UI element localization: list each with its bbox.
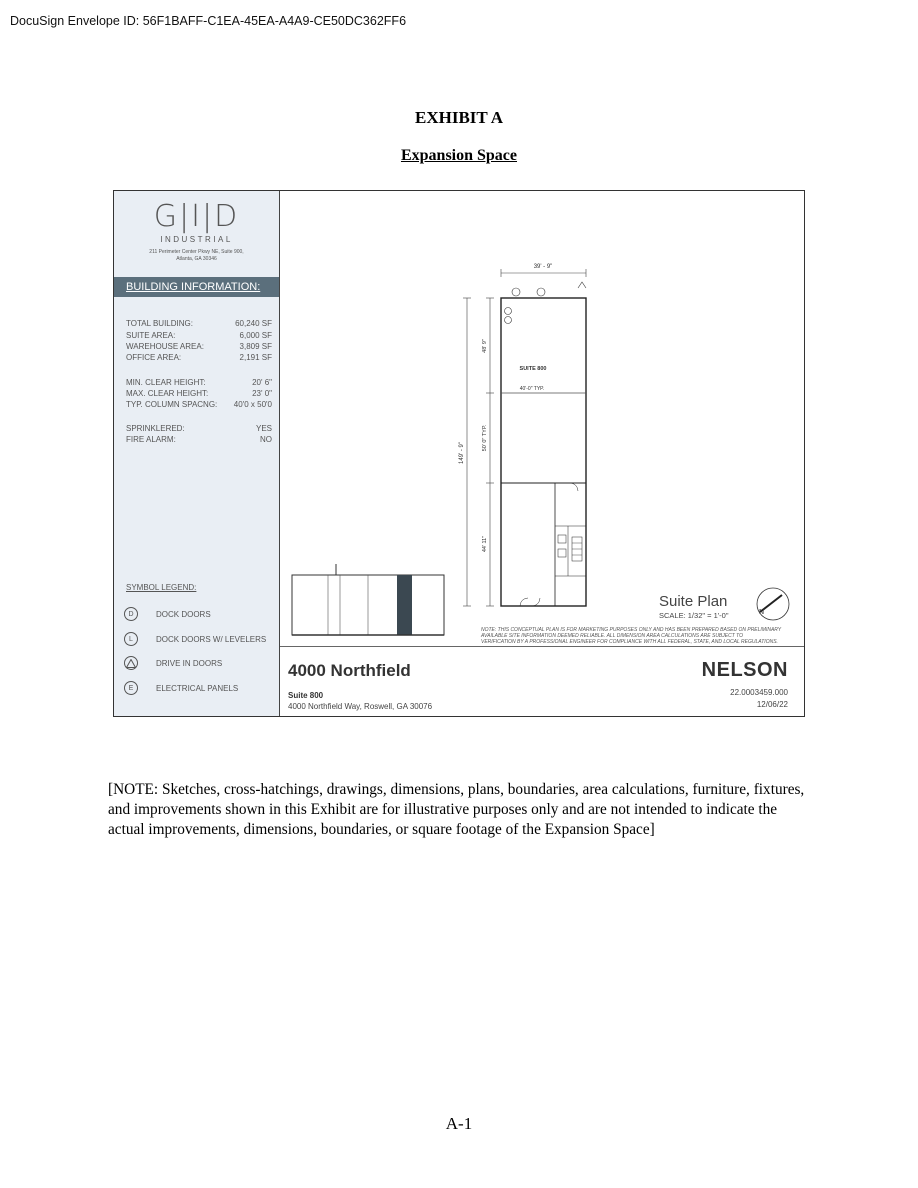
docusign-envelope-id: DocuSign Envelope ID: 56F1BAFF-C1EA-45EA-A4A9-CE50DC362FF6 (10, 14, 407, 28)
info-row (126, 378, 272, 387)
info-label: WAREHOUSE AREA: (126, 342, 204, 351)
info-row (126, 400, 272, 409)
dock-door-symbol (537, 288, 545, 296)
suite-floor-plan (280, 191, 804, 646)
exhibit-note: [NOTE: Sketches, cross-hatchings, drawings, dimensions, plans, boundaries, area calculations, furniture, fixtures, and improvements shown in this Exhibit are for illustrative purposes only and are not intended to indicate the actual improvements, dimensions, boundaries, or square footage of the Expansion Space] (108, 781, 805, 838)
plan-date: 12/06/22 (756, 700, 788, 709)
info-row (126, 319, 272, 328)
legend-item (124, 681, 238, 695)
disclaimer-line: NOTE: THIS CONCEPTUAL PLAN IS FOR MARKETING PURPOSES ONLY AND HAS BEEN PREPARED BASED ON PRELIMINARY (481, 627, 782, 633)
logo-subtitle: INDUSTRIAL (160, 235, 233, 244)
legend-item (124, 632, 266, 646)
address-line-1: 211 Perimeter Center Pkwy NE, Suite 900, (149, 249, 244, 255)
info-row (126, 424, 272, 433)
dim-seg3-label: 44' 11" (482, 535, 488, 553)
property-name: 4000 Northfield (288, 661, 411, 680)
legend-label: DOCK DOORS (156, 609, 211, 619)
legend-label: DOCK DOORS W/ LEVELERS (156, 634, 267, 644)
legend-label: ELECTRICAL PANELS (156, 683, 239, 693)
suite-name: Suite 800 (288, 691, 324, 700)
info-value: YES (255, 424, 272, 433)
dim-seg1-label: 48' 9" (482, 339, 488, 353)
info-label: OFFICE AREA: (126, 353, 182, 362)
info-label: FIRE ALARM: (126, 435, 176, 444)
info-row (126, 353, 272, 362)
suite-label: SUITE 800 (519, 366, 547, 372)
dock-door-symbol-icon: D (124, 607, 138, 621)
north-label: N (759, 609, 765, 616)
symbol-legend-heading: SYMBOL LEGEND: (126, 583, 197, 592)
info-value: 60,240 SF (235, 319, 272, 328)
disclaimer-line: VERIFICATION BY A PROFESSIONAL ENGINEER FOR COMPLIANCE WITH ALL FEDERAL, STATE, AND LOCAL REGULATIONS. (481, 639, 778, 645)
building-info-heading: BUILDING INFORMATION: (114, 277, 279, 297)
disclaimer-line: AVAILABLE SITE INFORMATION DEEMED RELIABLE. ALL DIMENSION AREA CALCULATIONS ARE SUBJECT TO (481, 633, 744, 639)
property-address: 4000 Northfield Way, Roswell, GA 30076 (288, 702, 433, 711)
info-label: MAX. CLEAR HEIGHT: (126, 389, 209, 398)
info-value: 6,000 SF (239, 331, 272, 340)
sheet-sidebar (114, 191, 280, 716)
address-line-2: Atlanta, GA 30346 (176, 256, 217, 262)
plan-scale: SCALE: 1/32" = 1'-0" (659, 611, 729, 620)
company-address (114, 249, 279, 263)
page-number: A-1 (445, 1114, 473, 1133)
drive-in-door-symbol-icon (124, 656, 138, 670)
info-row (126, 389, 272, 398)
project-number: 22.0003459.000 (730, 688, 788, 697)
exhibit-subtitle: Expansion Space (400, 147, 518, 164)
info-value: 3,809 SF (239, 342, 272, 351)
floor-plan-sheet (113, 190, 805, 717)
dock-door-symbol (512, 288, 520, 296)
nelson-logo: NELSON (701, 659, 788, 681)
dim-seg2-label: 50' 0" TYP. (482, 424, 488, 452)
electrical-panel-symbol (505, 317, 512, 324)
info-label: SPRINKLERED: (126, 424, 185, 433)
site-key-plan (292, 564, 444, 635)
suite-highlight (397, 575, 412, 635)
dim-height-label: 149' - 9" (459, 442, 465, 464)
legend-item (124, 607, 211, 621)
info-value: 23' 0" (252, 389, 272, 398)
leveler-door-symbol-icon: L (124, 632, 138, 646)
info-label: TOTAL BUILDING: (126, 319, 193, 328)
electrical-panel-symbol-icon: E (124, 681, 138, 695)
info-label: TYP. COLUMN SPACNG: (126, 400, 218, 409)
suite-outline (501, 298, 586, 606)
info-value: NO (260, 435, 272, 444)
info-value: 20' 6" (252, 378, 272, 387)
dim-width-typ-label: 40'-0" TYP. (519, 386, 545, 392)
info-label: SUITE AREA: (126, 331, 176, 340)
gid-logo: G|I|D (153, 199, 240, 234)
info-row (126, 331, 272, 340)
exhibit-title: EXHIBIT A (414, 108, 504, 127)
north-arrow-icon (757, 588, 789, 620)
legend-label: DRIVE IN DOORS (156, 658, 223, 668)
info-row (126, 435, 272, 444)
info-value: 40'0 x 50'0 (233, 400, 272, 409)
legend-item (124, 656, 222, 670)
info-value: 2,191 SF (239, 353, 272, 362)
dim-top-label: 39' - 9" (533, 264, 553, 270)
electrical-panel-symbol (505, 308, 512, 315)
info-row (126, 342, 272, 351)
dock-door-symbols (505, 282, 587, 324)
plan-title: Suite Plan (659, 593, 728, 610)
title-block (280, 646, 804, 717)
info-label: MIN. CLEAR HEIGHT: (126, 378, 206, 387)
